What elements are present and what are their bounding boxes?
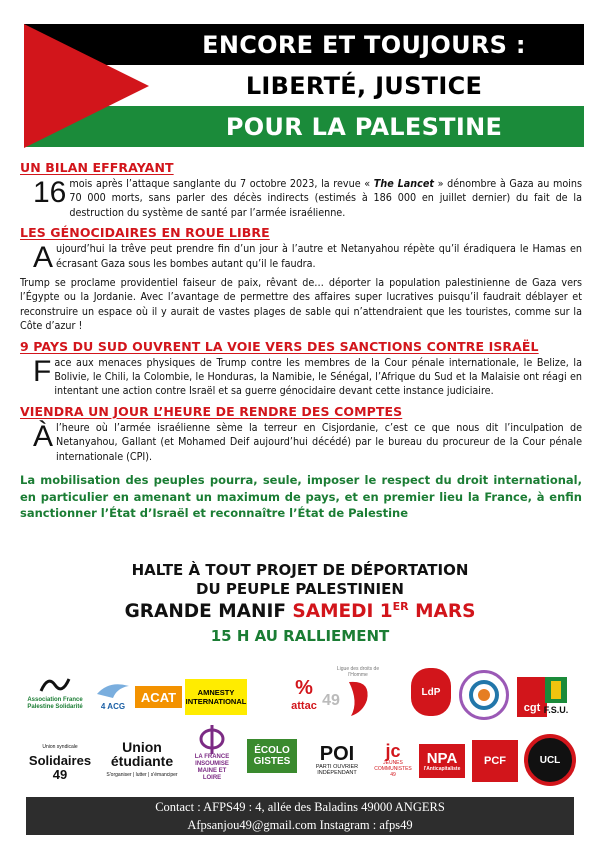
dove-icon — [95, 678, 131, 702]
banner-line-3: POUR LA PALESTINE — [225, 112, 503, 141]
poi-text: POI — [319, 743, 355, 765]
circle-emblem-icon — [466, 677, 502, 713]
jc-logo — [371, 738, 415, 782]
manif-day: SAMEDI 1 — [292, 601, 393, 623]
section-heading-bilan: UN BILAN EFFRAYANT — [20, 160, 174, 175]
attac-49: 49 — [322, 692, 340, 709]
dropcap: 16 — [33, 176, 67, 209]
union-etudiante-logo — [103, 739, 181, 780]
acg-text: 4 ACG — [100, 702, 126, 711]
mobilisation-paragraph: La mobilisation des peuples pourra, seule, imposer le respect du droit international, en particulier en amenant un maximum de pays, et en premier lieu la France, à enfin sanctionner l’État d’Israël et reconnaître l’État de Palestine — [20, 473, 582, 521]
call-line-2: DU PEUPLE PALESTINIEN — [196, 580, 404, 598]
lfi-logo — [192, 722, 232, 784]
ldp-logo: LdP — [411, 668, 451, 716]
contact-footer — [26, 797, 574, 835]
solidaires-sub: Union syndicale — [42, 744, 78, 750]
ldh-logo — [333, 662, 383, 722]
amnesty-text: AMNESTY INTERNATIONAL — [185, 688, 247, 706]
amnesty-logo — [185, 679, 247, 715]
call-line-1: HALTE À TOUT PROJET DE DÉPORTATION — [131, 561, 469, 579]
manif-sup: ER — [392, 600, 409, 613]
section-text-bilan — [20, 177, 582, 220]
palestine-flag-triangle — [24, 24, 164, 148]
npa-text: NPA — [426, 749, 458, 767]
ldh-bonnet-icon — [343, 678, 373, 718]
solidaires-text: Solidaires 49 — [28, 753, 92, 782]
cgt-logo: cgt — [517, 677, 547, 717]
fsu-logo — [534, 672, 578, 718]
jc-text: jc — [385, 741, 401, 761]
union-text: Union étudiante — [110, 739, 174, 769]
dropcap: F — [33, 354, 52, 388]
journal-name: The Lancet — [373, 177, 434, 190]
article-body — [20, 160, 582, 522]
poi-sub: PARTI OUVRIER INDÉPENDANT — [315, 764, 359, 776]
section-text-9-pays — [20, 356, 582, 399]
ucl-logo: UCL — [524, 734, 576, 786]
contact-address: Contact : AFPS49 : 4, allée des Baladins 49000 ANGERS — [155, 800, 445, 814]
dropcap: A — [33, 241, 54, 275]
banner-line-2: LIBERTÉ, JUSTICE — [245, 71, 483, 100]
section-text-comptes — [20, 421, 582, 464]
afps-text: Association France Palestine Solidarité — [27, 697, 83, 710]
acg-logo — [93, 672, 133, 717]
acat-logo: ACAT — [135, 686, 182, 708]
poi-logo — [308, 738, 366, 782]
phi-icon — [197, 724, 227, 754]
fsu-emblem-icon — [542, 675, 570, 705]
text-fragment: ace aux menaces physiques de Trump contre les membres de la Cour pénale internationale, le Belize, la Bolivie, le Chili, la Colombie, le Honduras, la Namibie, le Sénégal, l’Afrique du Sud et la Malaisie ont réagi en intentant une action contre Israël et sa guerre génocidaire devant cette instance judiciaire. — [54, 355, 582, 398]
solidaires-logo — [22, 744, 98, 782]
manif-month: MARS — [408, 601, 476, 623]
manif-date — [292, 601, 475, 622]
npa-sub: l'Anticapitaliste — [423, 765, 461, 772]
banner-line-1: ENCORE ET TOUJOURS : — [202, 30, 526, 59]
section-heading-genocidaires: LES GÉNOCIDAIRES EN ROUE LIBRE — [20, 225, 270, 241]
manif-line — [0, 600, 600, 622]
jc-sub: JEUNES COMMUNISTES 49 — [374, 760, 412, 778]
text-fragment: l’heure où l’armée israélienne sème la terreur en Cisjordanie, c’est ce que nous dit l’inculpation de Netanyahou, Gallant (et Mohamed Deif aujourd’hui décédé) par le bureau du procureur de la Cour pénale internationale (CPI). — [56, 420, 582, 463]
section-text-genocidaires — [20, 241, 582, 275]
attac-text: attac — [291, 699, 317, 712]
afps-logo — [20, 660, 90, 722]
section-heading-comptes: VIENDRA UN JOUR L’HEURE DE RENDRE DES COMPTES — [20, 403, 403, 419]
npa-logo — [419, 744, 465, 778]
afps-emblem-icon — [38, 671, 72, 697]
pcf-logo: PCF — [472, 740, 518, 782]
ldh-sub: Ligue des droits de l'Homme — [336, 666, 380, 678]
meeting-time-place: 15 H AU RALLIEMENT — [210, 627, 390, 645]
section-heading-9-pays: 9 PAYS DU SUD OUVRENT LA VOIE VERS DES SANCTIONS CONTRE ISRAËL — [20, 338, 539, 354]
text-fragment: ujourd’hui la trêve peut prendre fin d’un jour à l’autre et Netanyahou répète qu’il éradiquera le Hamas en écrasant Gaza sous les bombes autant qu’il le faudra. — [56, 242, 582, 270]
text-fragment: » dénombre à Gaza au moins 70 000 morts, sans parler des décès indirects (estimés à 186 000 en juillet dernier) du fait de la destruction du système de santé par l’armée israélienne. — [69, 177, 582, 219]
title-banner — [24, 24, 584, 148]
manif-label: GRANDE MANIF — [124, 601, 293, 623]
lfi-text: LA FRANCE INSOUMISE MAINE ET LOIRE — [194, 754, 230, 781]
section-text-trump: Trump se proclame providentiel faiseur de paix, rêvant de… déporter la population palestinienne de Gaza vers l’Égypte ou la Jordanie. Avec l’avantage de permettre des affaires super lucratives puisqu’il faudrait déblayer et reconstruire un espace où il y aurait de vastes plages de sable qui n’attendraient que les touristes, comme sur la Côte d’azur ! — [20, 276, 582, 333]
ecologistes-logo: ÉCOLO GISTES — [247, 739, 297, 773]
contact-email-instagram: Afpsanjou49@gmail.com Instagram : afps49 — [187, 818, 413, 832]
union-sub: S'organiser | lutter | s'émanciper — [106, 772, 178, 778]
dropcap: À — [33, 419, 54, 453]
fsu-text: F.S.U. — [543, 705, 569, 715]
percent-icon: % — [295, 676, 313, 699]
text-fragment: mois après l’attaque sanglante du 7 octobre 2023, la revue « — [69, 177, 374, 190]
colored-circle-logo — [459, 670, 509, 720]
